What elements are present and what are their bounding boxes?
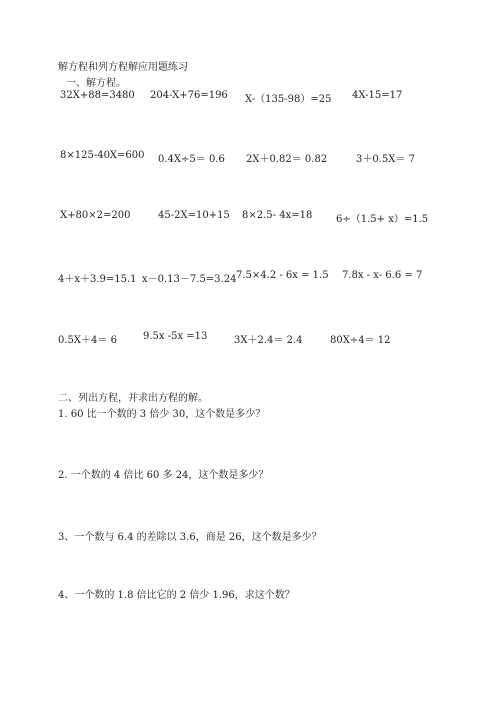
- equation-5-1: 0.5X＋4＝ 6: [58, 335, 117, 346]
- equation-3-3: 8×2.5- 4x=18: [242, 210, 313, 221]
- question-3: 3、一个数与 6.4 的差除以 3.6，商是 26，这个数是多少？: [58, 532, 322, 543]
- question-2: 2. 一个数的 4 倍比 60 多 24，这个数是多少？: [58, 470, 269, 481]
- equation-1-2: 204-X+76=196: [150, 90, 228, 101]
- question-1: 1. 60 比一个数的 3 倍少 30，这个数是多少？: [58, 409, 266, 420]
- page-title: 解方程和列方程解应用题练习: [58, 62, 188, 73]
- equation-2-1: 8×125-40X=600: [60, 150, 145, 161]
- question-4: 4、一个数的 1.8 倍比它的 2 倍少 1.96，求这个数？: [58, 590, 295, 601]
- equation-5-4: 80X÷4＝ 12: [330, 335, 391, 346]
- equation-1-4: 4X-15=17: [352, 90, 403, 101]
- equation-4-4: 7.8x - x- 6.6 = 7: [342, 270, 423, 281]
- equation-2-2: 0.4X÷5＝ 0.6: [158, 154, 225, 165]
- equation-3-1: X+80×2=200: [60, 210, 131, 221]
- equation-5-3: 3X＋2.4＝ 2.4: [234, 335, 303, 346]
- equation-1-1: 32X+88=3480: [60, 90, 135, 101]
- equation-5-2: 9.5x -5x =13: [143, 331, 208, 342]
- equation-4-2: x－0.13－7.5=3.24: [142, 274, 237, 285]
- equation-2-4: 3＋0.5X＝ 7: [356, 154, 415, 165]
- equation-2-3: 2X＋0.82＝ 0.82: [246, 154, 328, 165]
- equation-3-2: 45-2X=10+15: [158, 210, 230, 221]
- equation-3-4: 6÷（1.5+ x）=1.5: [336, 214, 429, 225]
- section-1-heading: 一、解方程。: [66, 78, 126, 89]
- equation-1-3: X-（135-98）=25: [245, 94, 332, 105]
- equation-4-1: 4＋x＋3.9=15.1: [58, 274, 137, 285]
- equation-4-3: 7.5×4.2 - 6x = 1.5: [236, 270, 329, 281]
- section-2-heading: 二、列出方程，并求出方程的解。: [58, 393, 208, 404]
